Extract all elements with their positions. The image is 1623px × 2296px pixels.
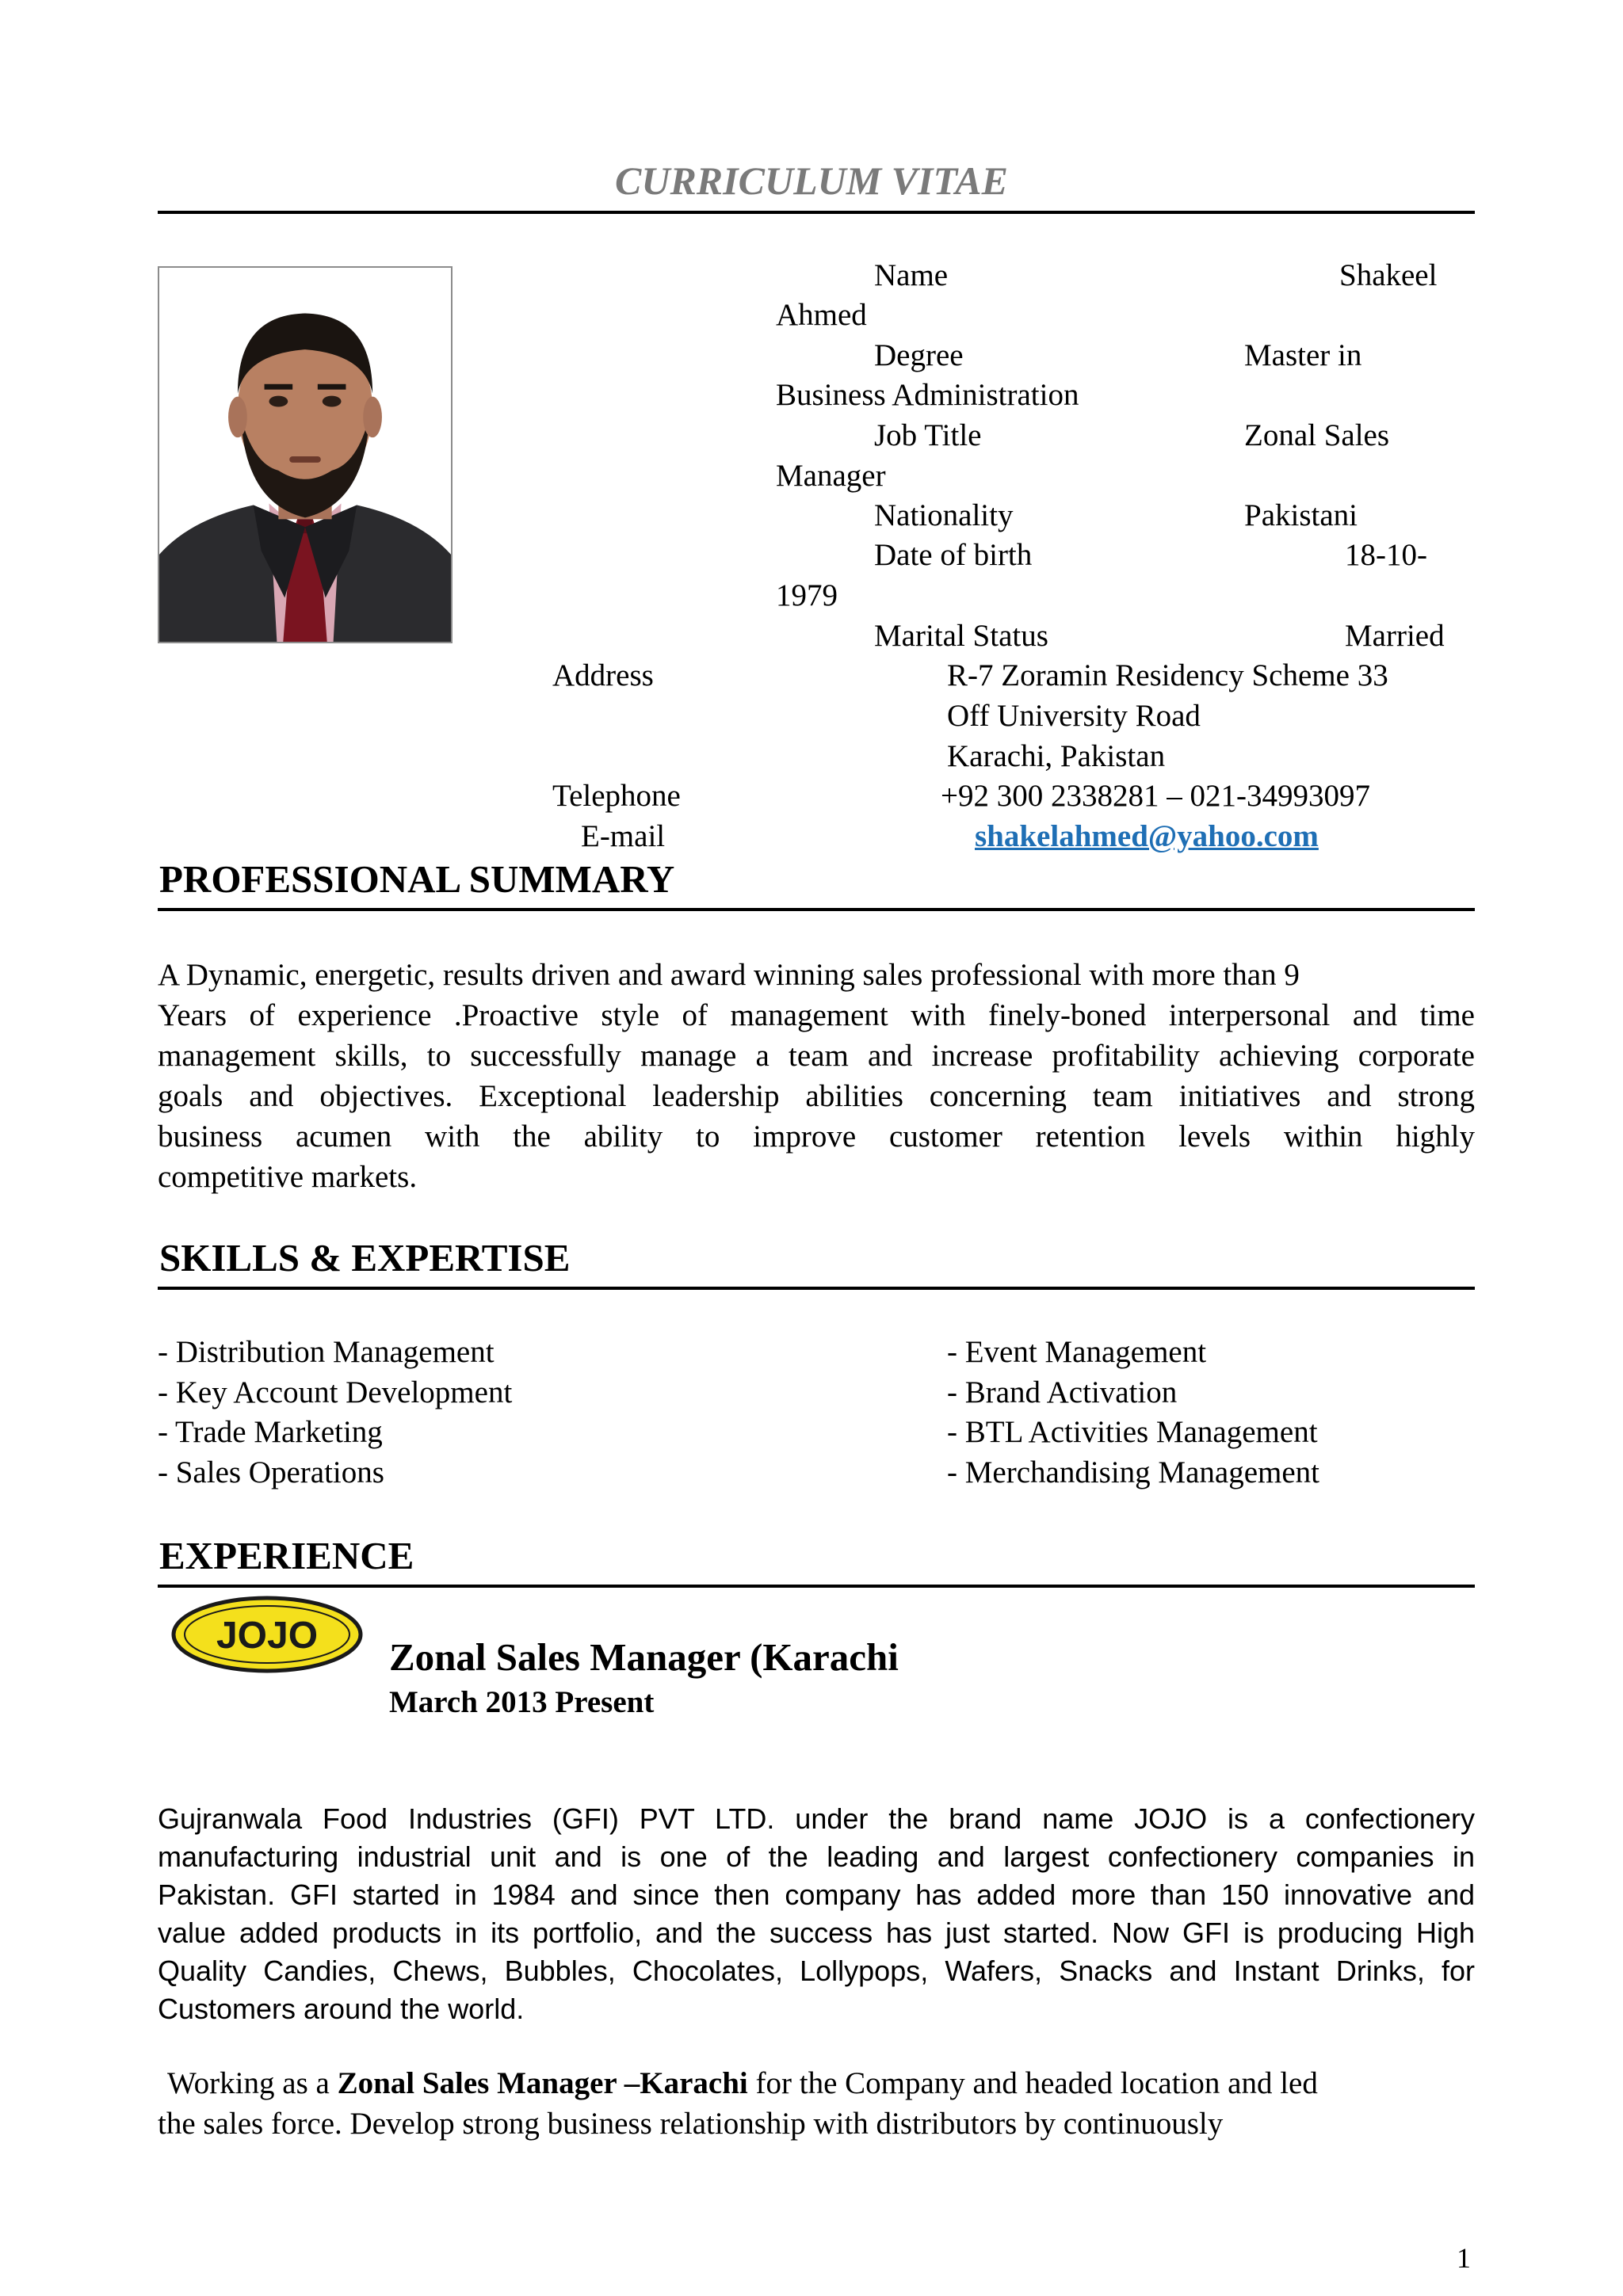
name-value-part1: Shakeel — [1339, 258, 1438, 292]
skill-item: - Distribution Management — [158, 1335, 495, 1369]
nationality-label: Nationality — [874, 498, 1014, 532]
summary-rule — [158, 908, 1475, 911]
summary-line: Years of experience .Proactive style of management with finely-boned interpersonal and time — [158, 998, 1475, 1032]
company-description — [158, 1800, 1475, 2028]
skill-item: - BTL Activities Management — [947, 1415, 1318, 1449]
degree-label: Degree — [874, 338, 964, 372]
skill-item: - Brand Activation — [947, 1375, 1178, 1409]
summary-line: management skills, to successfully manage a team and increase profitability achieving corporate — [158, 1039, 1475, 1073]
company-line: Quality Candies, Chews, Bubbles, Chocolates, Lollypops, Wafers, Snacks and Instant Drinks, for — [158, 1955, 1475, 1987]
skill-item: - Key Account Development — [158, 1375, 513, 1409]
email-label: E-mail — [581, 819, 666, 853]
dob-label: Date of birth — [874, 538, 1033, 572]
degree-value-part1: Master in — [1244, 338, 1362, 372]
degree-value-part2: Business Administration — [776, 378, 1079, 412]
skills-heading: SKILLS & EXPERTISE — [159, 1236, 571, 1280]
svg-text:JOJO: JOJO — [216, 1615, 319, 1657]
dob-value-part1: 18-10- — [1345, 538, 1427, 572]
job-title-value-part1: Zonal Sales — [1244, 418, 1390, 452]
company-line: value added products in its portfolio, and the success has just started. Now GFI is producing High — [158, 1917, 1475, 1949]
title-rule — [158, 211, 1475, 214]
dob-value-part2: 1979 — [776, 578, 838, 612]
role-text-pre: Working as a — [167, 2066, 338, 2100]
job-title-label: Job Title — [874, 418, 982, 452]
job-title-value-part2: Manager — [776, 459, 886, 493]
marital-status-label: Marital Status — [874, 619, 1048, 653]
company-line: Gujranwala Food Industries (GFI) PVT LTD. under the brand name JOJO is a confectionery — [158, 1802, 1475, 1835]
name-label: Name — [874, 258, 949, 292]
summary-line: goals and objectives. Exceptional leadership abilities concerning team initiatives and strong — [158, 1079, 1475, 1113]
experience-rule — [158, 1585, 1475, 1588]
telephone-label: Telephone — [552, 779, 681, 813]
document-title: CURRICULUM VITAE — [615, 158, 1008, 203]
role-description-line-2: the sales force. Develop strong business relationship with distributors by continuously — [158, 2107, 1224, 2141]
role-text-post: for the Company and headed location and led — [747, 2066, 1318, 2100]
marital-status-value: Married — [1345, 619, 1445, 653]
company-line: Customers around the world. — [158, 1993, 525, 2025]
experience-heading: EXPERIENCE — [159, 1534, 414, 1577]
address-line-3: Karachi, Pakistan — [947, 739, 1166, 773]
skill-item: - Trade Marketing — [158, 1415, 383, 1449]
job-period: March 2013 Present — [389, 1685, 655, 1719]
jojo-logo — [171, 1596, 363, 1673]
professional-summary-heading: PROFESSIONAL SUMMARY — [159, 857, 675, 901]
address-line-1: R-7 Zoramin Residency Scheme 33 — [947, 658, 1388, 692]
telephone-value: +92 300 2338281 – 021-34993097 — [941, 779, 1370, 813]
profile-photo — [158, 266, 453, 643]
summary-line: business acumen with the ability to improve customer retention levels within highly — [158, 1119, 1475, 1154]
nationality-value: Pakistani — [1244, 498, 1358, 532]
address-line-2: Off University Road — [947, 699, 1201, 733]
skills-rule — [158, 1287, 1475, 1290]
address-label: Address — [552, 658, 654, 692]
role-text-bold: Zonal Sales Manager –Karachi — [337, 2066, 748, 2100]
skill-item: - Event Management — [947, 1335, 1207, 1369]
summary-paragraph — [158, 955, 1475, 1197]
role-description-line-1 — [167, 2063, 1318, 2103]
summary-line: competitive markets. — [158, 1160, 418, 1194]
page-number: 1 — [1457, 2242, 1471, 2274]
skill-item: - Sales Operations — [158, 1455, 384, 1489]
email-link[interactable]: shakelahmed@yahoo.com — [975, 819, 1319, 853]
company-line: Pakistan. GFI started in 1984 and since then company has added more than 150 innovative and — [158, 1878, 1475, 1911]
skill-item: - Merchandising Management — [947, 1455, 1320, 1489]
company-line: manufacturing industrial unit and is one of the leading and largest confectionery companies in — [158, 1840, 1475, 1873]
job-title: Zonal Sales Manager (Karachi — [389, 1635, 899, 1679]
summary-line: A Dynamic, energetic, results driven and award winning sales professional with more than 9 — [158, 958, 1300, 992]
name-value-part2: Ahmed — [776, 298, 867, 332]
